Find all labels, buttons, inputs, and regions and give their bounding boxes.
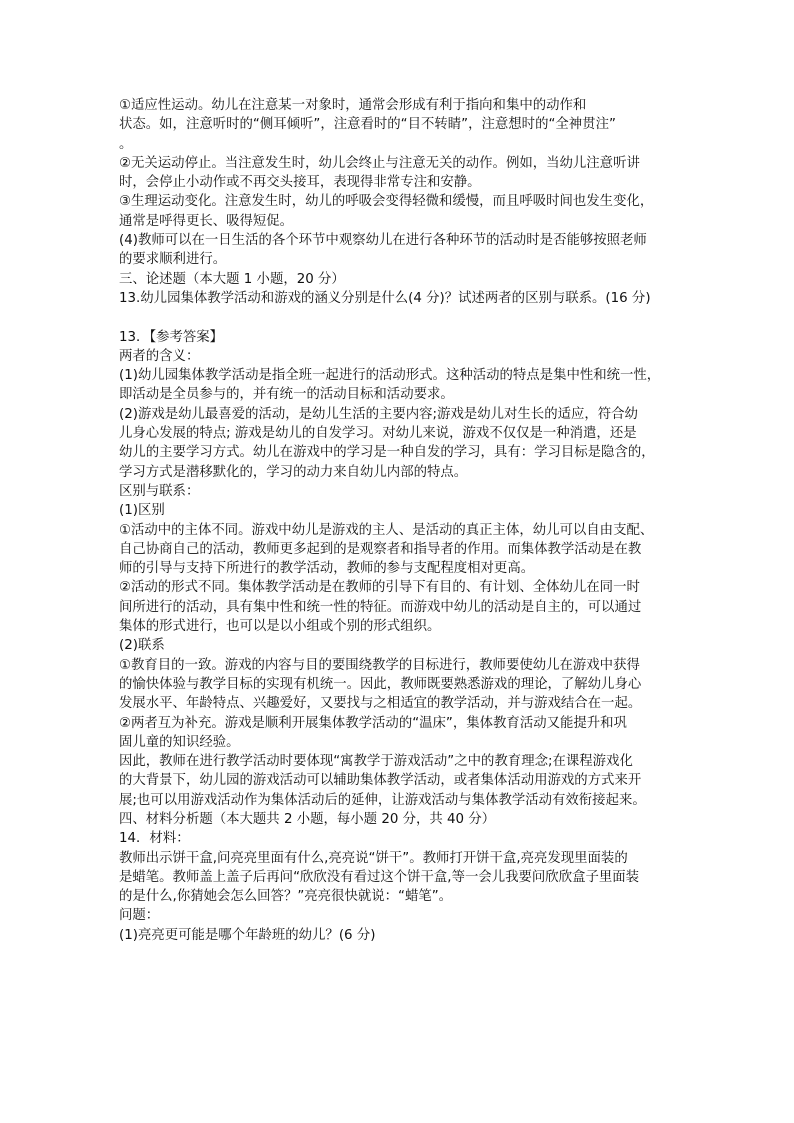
- text-line: 间所进行的活动，具有集中性和统一性的特征。而游戏中幼儿的活动是自主的，可以通过: [119, 599, 642, 615]
- text-line: 师的引导与支持下所进行的教学活动，教师的参与支配程度相对更高。: [119, 561, 535, 577]
- text-line: 的是什么,你猜她会怎么回答？”亮亮很快就说：“蜡笔”。: [119, 889, 453, 905]
- text-line: 问题：: [119, 908, 160, 924]
- text-line: 发展水平、年龄特点、兴趣爱好，又要找与之相适宜的教学活动，并与游戏结合在一起。: [119, 696, 642, 712]
- text-line: ①教育目的一致。游戏的内容与目的要围绕教学的目标进行，教师要使幼儿在游戏中获得: [119, 657, 640, 673]
- text-line: 自己协商自己的活动，教师更多起到的是观察者和指导者的作用。而集体教学活动是在教: [119, 541, 642, 557]
- document-page: [119, 96, 689, 945]
- text-line: 。: [119, 136, 133, 152]
- text-line: ③生理运动变化。注意发生时，幼儿的呼吸会变得轻微和缓慢，而且呼吸时间也发生变化，: [119, 194, 654, 210]
- text-line: ②两者互为补充。游戏是顺利开展集体教学活动的“温床”，集体教育活动又能提升和巩: [119, 715, 627, 731]
- text-line: (1)亮亮更可能是哪个年龄班的幼儿？(6 分): [119, 927, 376, 943]
- text-line: 两者的含义：: [119, 348, 200, 364]
- text-line: ②活动的形式不同。集体教学活动是在教师的引导下有目的、有计划、全体幼儿在同一时: [119, 580, 640, 596]
- text-line: 13.幼儿园集体教学活动和游戏的涵义分别是什么(4 分)？试述两者的区别与联系。(16 分): [119, 290, 651, 306]
- text-line: 13．【参考答案】: [119, 329, 224, 345]
- text-line: 状态。如，注意听时的“侧耳倾听”，注意看时的“目不转睛”，注意想时的“全神贯注”: [119, 117, 616, 133]
- text-line: 教师出示饼干盒,问亮亮里面有什么,亮亮说“饼干”。教师打开饼干盒,亮亮发现里面装的: [119, 850, 628, 866]
- text-line: ①适应性运动。幼儿在注意某一对象时，通常会形成有利于指向和集中的动作和: [119, 98, 587, 113]
- text-line: (1)区别: [119, 503, 165, 519]
- text-line: 集体的形式进行，也可以是以小组或个别的形式组织。: [119, 619, 441, 635]
- text-line: 学习方式是潜移默化的，学习的动力来自幼儿内部的特点。: [119, 464, 468, 480]
- text-line: 三、论述题（本大题 1 小题，20 分）: [119, 271, 345, 287]
- text-line: 区别与联系：: [119, 483, 200, 499]
- text-line: 儿身心发展的特点; 游戏是幼儿的自发学习。对幼儿来说，游戏不仅仅是一种消遣，还是: [119, 426, 637, 442]
- text-line: (4)教师可以在一日生活的各个环节中观察幼儿在进行各种环节的活动时是否能够按照老师: [119, 233, 647, 249]
- text-line: 时，会停止小动作或不再交头接耳，表现得非常专注和安静。: [119, 175, 481, 191]
- text-line: 的愉快体验与教学目标的实现有机统一。因此，教师既要熟悉游戏的理论，了解幼儿身心: [119, 676, 642, 692]
- text-line: 通常是呼得更长、吸得短促。: [119, 213, 294, 229]
- text-line: 幼儿的主要学习方式。幼儿在游戏中的学习是一种自发的学习，具有：学习目标是隐含的，: [119, 445, 655, 461]
- text-line: 是蜡笔。教师盖上盖子后再问“欣欣没有看过这个饼干盒,等一会儿我要问欣欣盒子里面装: [119, 869, 640, 885]
- text-line: 固儿童的知识经验。: [119, 734, 240, 750]
- text-line: ②无关运动停止。当注意发生时，幼儿会终止与注意无关的动作。例如，当幼儿注意听讲: [119, 155, 640, 171]
- text-line: 因此，教师在进行教学活动时要体现“寓教学于游戏活动”之中的教育理念;在课程游戏化: [119, 754, 633, 770]
- text-line: 四、材料分析题（本大题共 2 小题，每小题 20 分，共 40 分）: [119, 811, 496, 827]
- text-line: 的大背景下，幼儿园的游戏活动可以辅助集体教学活动，或者集体活动用游戏的方式来开: [119, 773, 642, 789]
- blank-line: [119, 308, 689, 327]
- text-line: (2)联系: [119, 638, 165, 654]
- text-line: ①活动中的主体不同。游戏中幼儿是游戏的主人、是活动的真正主体，幼儿可以自由支配、: [119, 522, 654, 538]
- text-line: (1)幼儿园集体教学活动是指全班一起进行的活动形式。这种活动的特点是集中性和统一性，: [119, 368, 661, 384]
- text-line: 展;也可以用游戏活动作为集体活动后的延伸，让游戏活动与集体教学活动有效衔接起来。: [119, 792, 646, 808]
- text-line: 14．材料：: [119, 831, 190, 847]
- text-line: 的要求顺利进行。: [119, 252, 227, 268]
- text-line: 即活动是全员参与的，并有统一的活动目标和活动要求。: [119, 387, 454, 403]
- text-line: (2)游戏是幼儿最喜爱的活动，是幼儿生活的主要内容;游戏是幼儿对生长的适应，符合幼: [119, 406, 638, 422]
